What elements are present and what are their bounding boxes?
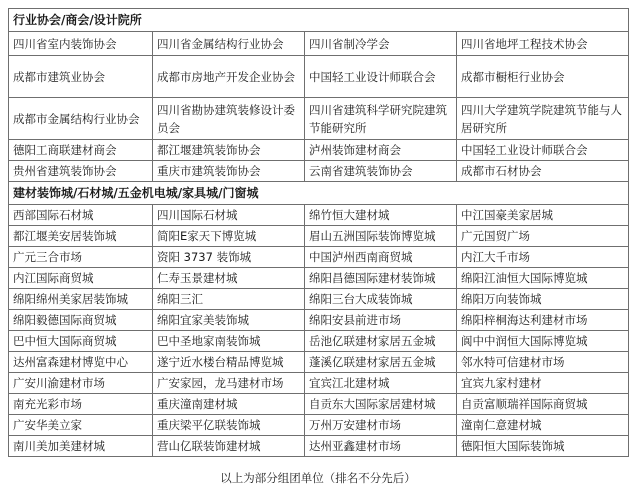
table-cell: 巴中恒大国际商贸城 [9,331,153,352]
table-cell: 四川省建筑科学研究院建筑节能研究所 [305,98,457,140]
table-cell: 云南省建筑装饰协会 [305,161,457,182]
table-cell: 重庆梁平亿联装饰城 [153,415,305,436]
table-row [9,56,629,98]
table-cell: 遂宁近水楼台精品博览城 [153,352,305,373]
table-cell: 资阳 3737 装饰城 [153,247,305,268]
section-title: 行业协会/商会/设计院所 [9,9,629,32]
table-cell: 营山亿联装饰建材城 [153,436,305,457]
table-cell: 潼南仁意建材城 [457,415,629,436]
table-cell: 四川省制冷学会 [305,32,457,56]
table-cell: 贵州省建筑装饰协会 [9,161,153,182]
table-cell: 绵阳三汇 [153,289,305,310]
table-cell: 西部国际石材城 [9,205,153,226]
table-row [9,373,629,394]
table-cell: 成都市石材协会 [457,161,629,182]
table-cell: 重庆市建筑装饰协会 [153,161,305,182]
table-cell: 四川省室内装饰协会 [9,32,153,56]
table-cell: 德阳工商联建材商会 [9,140,153,161]
table-row [9,32,629,56]
table-row [9,415,629,436]
table-cell: 简阳E家天下博览城 [153,226,305,247]
table-cell: 绵阳宜家美装饰城 [153,310,305,331]
table-cell: 宜宾江北建材城 [305,373,457,394]
table-cell: 成都市房地产开发企业协会 [153,56,305,98]
table-cell: 成都市金属结构行业协会 [9,98,153,140]
table-cell: 宜宾九家村建材 [457,373,629,394]
table-cell: 中国轻工业设计师联合会 [457,140,629,161]
table-row [9,436,629,457]
table-cell: 四川省勘协建筑装修设计委员会 [153,98,305,140]
table-cell: 德阳恒大国际装饰城 [457,436,629,457]
table-cell: 成都市橱柜行业协会 [457,56,629,98]
table-cell: 蓬溪亿联建材家居五金城 [305,352,457,373]
table-cell: 广安华美立家 [9,415,153,436]
table-cell: 阆中中润恒大国际博览城 [457,331,629,352]
table-cell: 绵阳江油恒大国际博览城 [457,268,629,289]
table-cell: 达州亚鑫建材市场 [305,436,457,457]
table-row [9,205,629,226]
table-cell: 重庆潼南建材城 [153,394,305,415]
table-cell: 南充光彩市场 [9,394,153,415]
table-cell: 中国轻工业设计师联合会 [305,56,457,98]
table-row [9,289,629,310]
table-row [9,247,629,268]
table-cell: 绵阳昌德国际建材装饰城 [305,268,457,289]
table-row [9,226,629,247]
table-cell: 中国泸州西南商贸城 [305,247,457,268]
table-cell: 都江堰美安居装饰城 [9,226,153,247]
table-row [9,140,629,161]
table-row [9,331,629,352]
table-row [9,98,629,140]
table-cell: 绵阳毅德国际商贸城 [9,310,153,331]
table-cell: 四川国际石材城 [153,205,305,226]
table-cell: 内江大千市场 [457,247,629,268]
table-cell: 自贡东大国际家居建材城 [305,394,457,415]
table-cell: 成都市建筑业协会 [9,56,153,98]
table-row [9,268,629,289]
table-cell: 南川美加美建材城 [9,436,153,457]
table-cell: 达州富森建材博览中心 [9,352,153,373]
table-cell: 广安川渝建材市场 [9,373,153,394]
table-cell: 巴中圣地家南装饰城 [153,331,305,352]
table-row [9,352,629,373]
table-cell: 自贡富顺瑞祥国际商贸城 [457,394,629,415]
table-cell: 岳池亿联建材家居五金城 [305,331,457,352]
table-cell: 万州万安建材市场 [305,415,457,436]
table-cell: 绵阳万向装饰城 [457,289,629,310]
table-cell: 四川大学建筑学院建筑节能与人居研究所 [457,98,629,140]
table-cell: 广安家园，龙马建材市场 [153,373,305,394]
table-row [9,161,629,182]
organizations-table [8,8,629,457]
table-cell: 广元国贸广场 [457,226,629,247]
table-row [9,394,629,415]
table-cell: 绵阳绵州美家居装饰城 [9,289,153,310]
section-header-markets [9,182,629,205]
table-cell: 绵阳安县前进市场 [305,310,457,331]
table-cell: 内江国际商贸城 [9,268,153,289]
table-cell: 绵阳三台大成装饰城 [305,289,457,310]
table-cell: 泸州装饰建材商会 [305,140,457,161]
table-cell: 四川省地坪工程技术协会 [457,32,629,56]
table-cell: 仁寿玉景建材城 [153,268,305,289]
table-cell: 邻水特可信建材市场 [457,352,629,373]
table-cell: 四川省金属结构行业协会 [153,32,305,56]
table-cell: 广元三合市场 [9,247,153,268]
table-row [9,310,629,331]
footer-note: 以上为部分组团单位（排名不分先后） [220,471,416,485]
table-cell: 都江堰建筑装饰协会 [153,140,305,161]
table-cell: 绵竹恒大建材城 [305,205,457,226]
table-cell: 眉山五洲国际装饰博览城 [305,226,457,247]
section-header-associations [9,9,629,32]
table-cell: 绵阳梓桐海达利建材市场 [457,310,629,331]
table-cell: 中江国豪美家居城 [457,205,629,226]
table-body [9,9,629,457]
section-title: 建材装饰城/石材城/五金机电城/家具城/门窗城 [9,182,629,205]
